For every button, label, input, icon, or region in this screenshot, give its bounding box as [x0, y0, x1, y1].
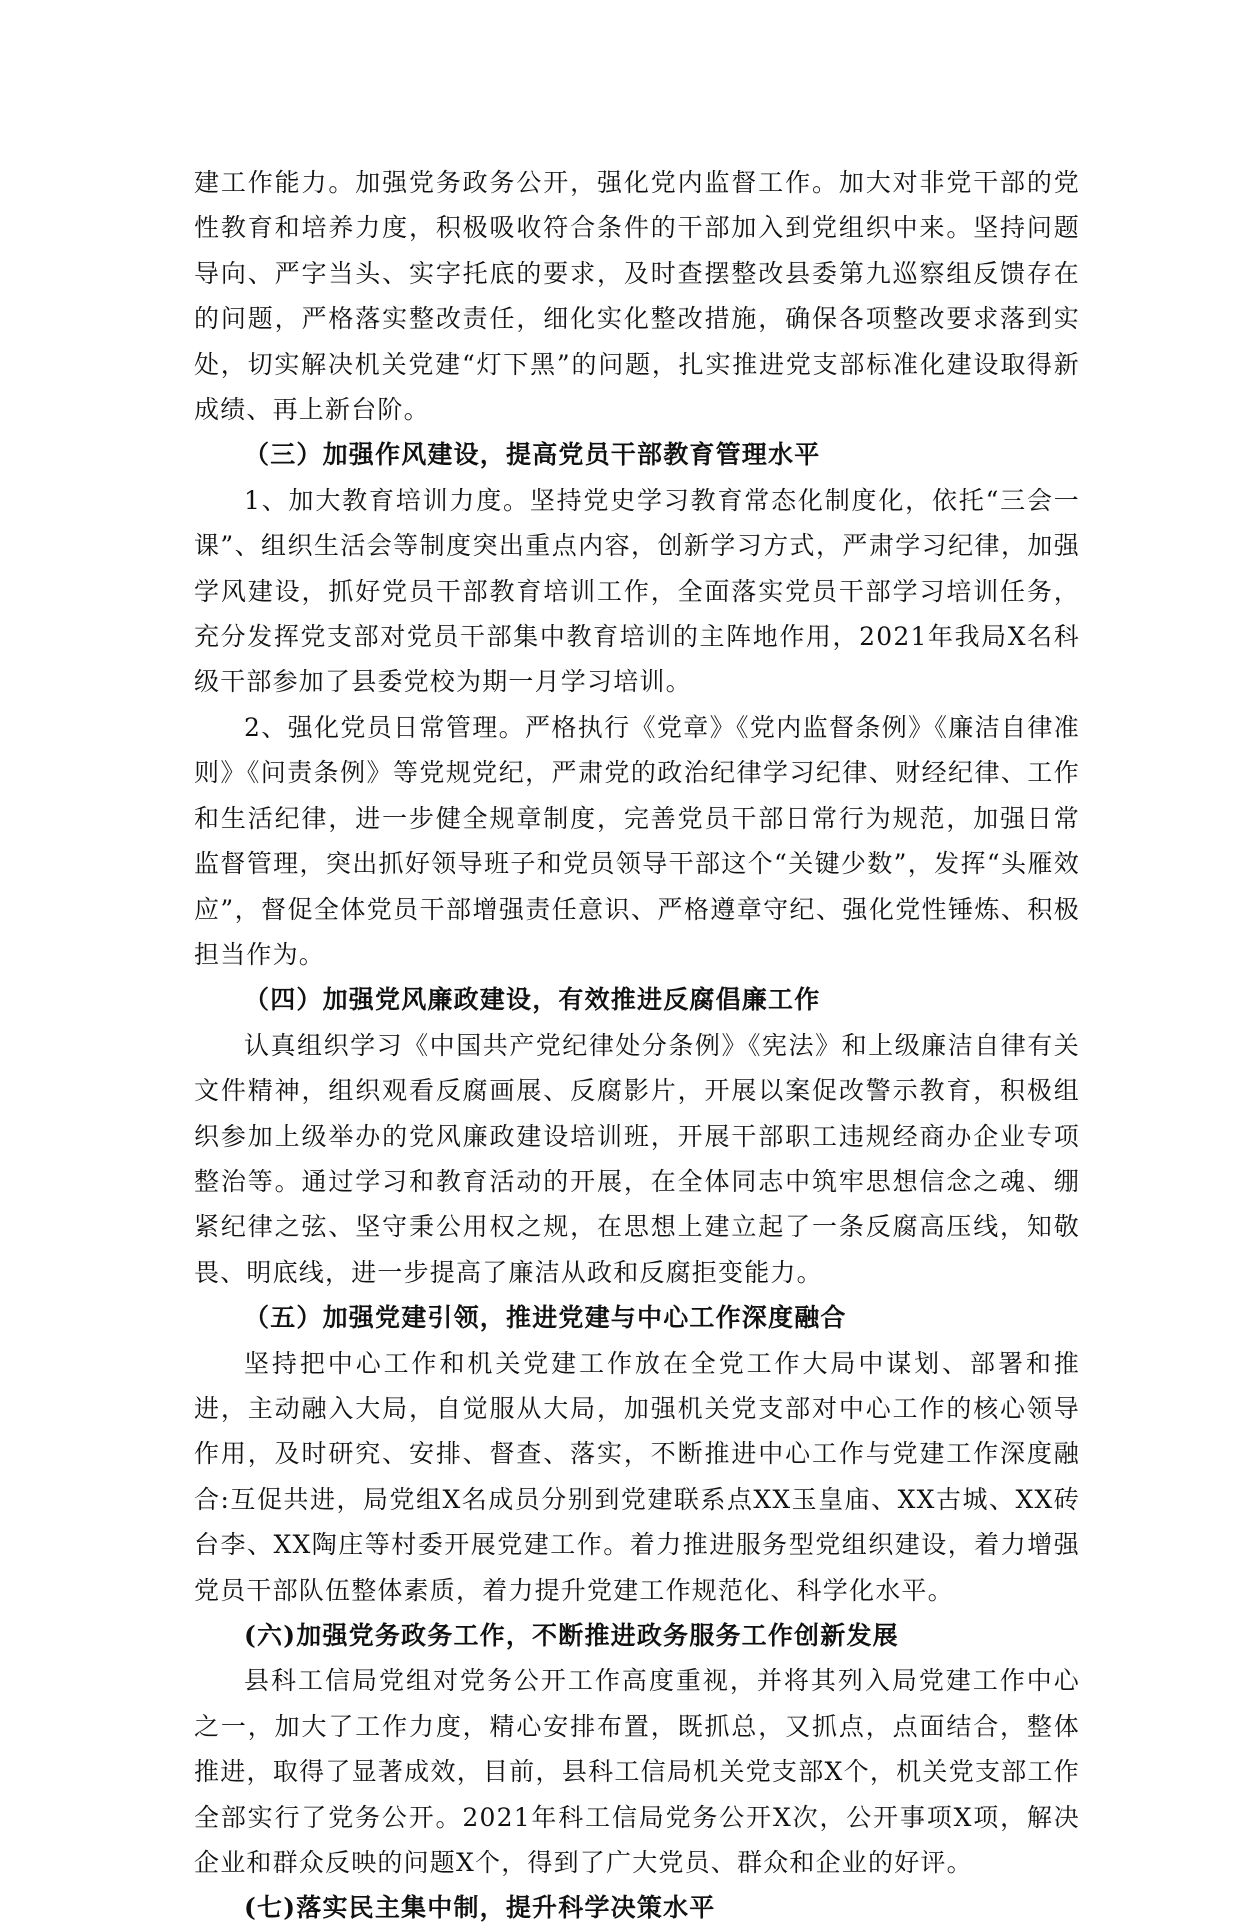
paragraph-education-training: 1、加大教育培训力度。坚持党史学习教育常态化制度化，依托“三会一课”、组织生活会等制度突出重点内容，创新学习方式，严肃学习纪律，加强学风建设，抓好党员干部教育培训工作，全面落实党员干部学习培训任务，充分发挥党支部对党员干部集中教育培训的主阵地作用，2021年我局X名科级干部参加了县委党校为期一月学习培训。	[194, 485, 1080, 697]
paragraph-central-work-integration: 坚持把中心工作和机关党建工作放在全党工作大局中谋划、部署和推进，主动融入大局，自觉服从大局，加强机关党支部对中心工作的核心领导作用，及时研究、安排、督查、落实，不断推进中心工作与党建工作深度融合:互促共进，局党组X名成员分别到党建联系点XX玉皇庙、XX古城、XX砖台李、XX陶庄等村委开展党建工作。着力推进服务型党组织建设，着力增强党员干部队伍整体素质，着力提升党建工作规范化、科学化水平。	[194, 1348, 1080, 1605]
paragraph-party-building-capability: 建工作能力。加强党务政务公开，强化党内监督工作。加大对非党干部的党性教育和培养力度，积极吸收符合条件的干部加入到党组织中来。坚持问题导向、严字当头、实字托底的要求，及时查摆整改县委第九巡察组反馈存在的问题，严格落实整改责任，细化实化整改措施，确保各项整改要求落到实处，切实解决机关党建“灯下黑”的问题，扎实推进党支部标准化建设取得新成绩、再上新台阶。	[194, 168, 1080, 425]
document-page	[194, 160, 1080, 1931]
heading-section-4: （四）加强党风廉政建设，有效推进反腐倡廉工作	[244, 985, 821, 1015]
paragraph-daily-management: 2、强化党员日常管理。严格执行《党章》《党内监督条例》《廉洁自律准则》《问责条例》等党规党纪，严肃党的政治纪律学习纪律、财经纪律、工作和生活纪律，进一步健全规章制度，完善党员干部日常行为规范，加强日常监督管理，突出抓好领导班子和党员领导干部这个“关键少数”，发挥“头雁效应”，督促全体党员干部增强责任意识、严格遵章守纪、强化党性锤炼、积极担当作为。	[194, 712, 1080, 969]
heading-section-3: （三）加强作风建设，提高党员干部教育管理水平	[244, 440, 821, 470]
heading-section-7: (七)落实民主集中制，提升科学决策水平	[244, 1893, 716, 1923]
paragraph-anti-corruption: 认真组织学习《中国共产党纪律处分条例》《宪法》和上级廉洁自律有关文件精神，组织观看反腐画展、反腐影片，开展以案促改警示教育，积极组织参加上级举办的党风廉政建设培训班，开展干部职工违规经商办企业专项整治等。通过学习和教育活动的开展，在全体同志中筑牢思想信念之魂、绷紧纪律之弦、坚守秉公用权之规，在思想上建立起了一条反腐高压线，知敬畏、明底线，进一步提高了廉洁从政和反腐拒变能力。	[194, 1030, 1080, 1287]
paragraph-affairs-disclosure: 县科工信局党组对党务公开工作高度重视，并将其列入局党建工作中心之一，加大了工作力度，精心安排布置，既抓总，又抓点，点面结合，整体推进，取得了显著成效，目前，县科工信局机关党支部X个，机关党支部工作全部实行了党务公开。2021年科工信局党务公开X次，公开事项X项，解决企业和群众反映的问题X个，得到了广大党员、群众和企业的好评。	[194, 1666, 1080, 1878]
heading-section-5: （五）加强党建引领，推进党建与中心工作深度融合	[244, 1303, 847, 1333]
heading-section-6: (六)加强党务政务工作，不断推进政务服务工作创新发展	[244, 1621, 899, 1650]
